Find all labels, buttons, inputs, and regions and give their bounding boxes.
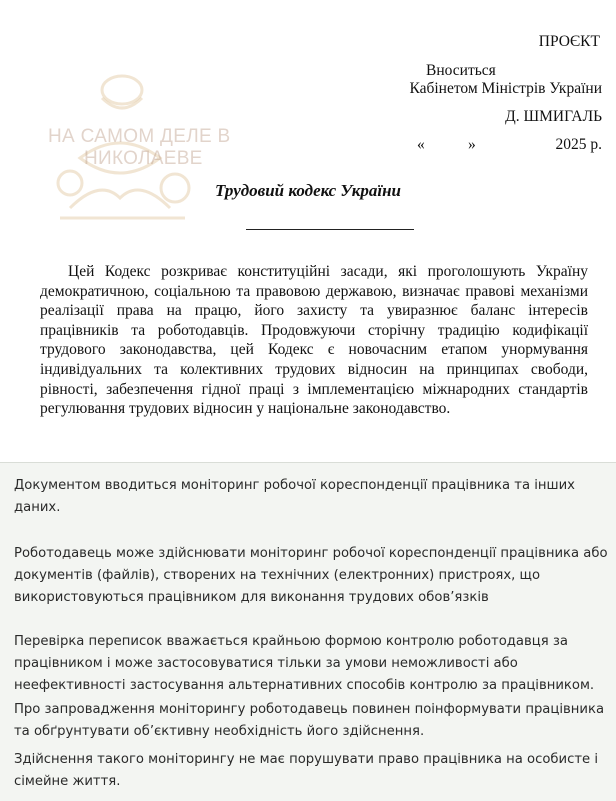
- signatory: Д. ШМИГАЛЬ: [505, 108, 602, 125]
- watermark-text-line2: НИКОЛАЕВЕ: [84, 148, 203, 169]
- watermark-text-line1: НА САМОМ ДЕЛЕ В: [48, 126, 231, 147]
- summary-panel: [0, 462, 616, 801]
- summary-paragraph: Роботодавець може здійснювати моніторинг робочої кореспонденції працівника або документів (файлів), створених на технічних (електронних) пристроях, що використовуються працівником для виконання трудових обов’язків: [14, 546, 608, 605]
- submitter: Кабінетом Міністрів України: [409, 80, 602, 97]
- date-open-quote: «: [417, 136, 425, 153]
- summary-paragraph: Документом вводиться моніторинг робочої кореспонденції працівника та інших даних.: [14, 478, 575, 515]
- summary-paragraph: Здійснення такого моніторингу не має порушувати право працівника на особисте і сімейне життя.: [14, 752, 599, 789]
- document-title: Трудовий кодекс України: [214, 181, 402, 200]
- date-year: 2025 р.: [555, 136, 602, 153]
- title-underline: [246, 229, 414, 230]
- project-label: ПРОЄКТ: [538, 33, 600, 50]
- watermark: [40, 58, 240, 238]
- date-close-quote: »: [468, 136, 476, 153]
- summary-paragraph: Перевірка переписок вважається крайньою формою контролю роботодавця за працівником і може застосовуватися тільки за умови неможливості або неефективності застосування альтернативних способів контролю за працівником.: [14, 634, 595, 693]
- preamble-text: Цей Кодекс розкриває конституційні засади, які проголошують Україну демократичною, соціальною та правовою державою, визначає правові механізми реалізації права на працю, його захисту та увиразнює баланс інтересів працівників та роботодавців. Продовжуючи сторічну традицію кодифікації трудового законодавства, цей Кодекс є новочасним етапом унормування індивідуальних та колективних трудових відносин на принципах свободи, рівності, забезпечення гідної праці з імплементацією міжнародних стандартів регулювання трудових відносин у національне законодавство.: [40, 263, 588, 418]
- submitted-label: Вноситься: [426, 62, 496, 79]
- summary-paragraph: Про запровадження моніторингу роботодавець повинен поінформувати працівника та обґрунтувати об’єктивну необхідність його здійснення.: [14, 702, 605, 739]
